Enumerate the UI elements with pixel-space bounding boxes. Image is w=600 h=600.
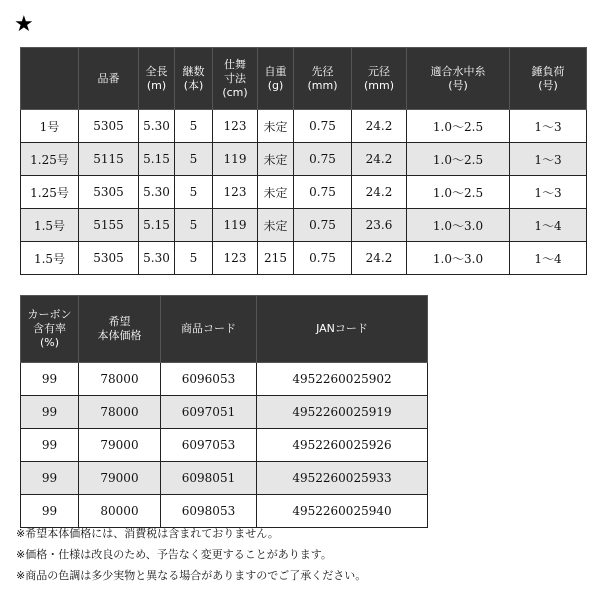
table-cell: 未定: [258, 110, 294, 143]
table-cell: 6096053: [161, 363, 257, 396]
table-cell: 1号: [21, 110, 79, 143]
table-row: [21, 176, 587, 209]
table-cell: 1〜3: [510, 110, 587, 143]
spec-header-tip-diameter: 先径 (mm): [294, 48, 352, 110]
price-header-row: [21, 296, 428, 363]
table-cell: 4952260025926: [257, 429, 428, 462]
table-cell: 6098051: [161, 462, 257, 495]
table-cell: 0.75: [294, 176, 352, 209]
table-cell: 79000: [79, 429, 161, 462]
table-cell: 1.25号: [21, 143, 79, 176]
footnote-tax: ※希望本体価格には、消費税は含まれておりません。: [16, 527, 279, 540]
table-cell: 99: [21, 495, 79, 528]
table-cell: 4952260025919: [257, 396, 428, 429]
spec-header-row: [21, 48, 587, 110]
table-cell: 5: [175, 242, 213, 275]
spec-header-size: [21, 48, 79, 110]
table-cell: 1.0〜3.0: [407, 209, 510, 242]
table-cell: 123: [213, 110, 258, 143]
table-cell: 0.75: [294, 143, 352, 176]
table-cell: 6098053: [161, 495, 257, 528]
table-cell: 99: [21, 429, 79, 462]
table-cell: 5305: [79, 110, 139, 143]
table-cell: 1.0〜2.5: [407, 110, 510, 143]
table-cell: 123: [213, 176, 258, 209]
table-cell: 99: [21, 363, 79, 396]
price-table: [20, 295, 428, 528]
table-cell: 1〜3: [510, 143, 587, 176]
table-cell: 1.25号: [21, 176, 79, 209]
table-cell: 5: [175, 209, 213, 242]
table-cell: 24.2: [352, 110, 407, 143]
spec-header-sections: 継数 (本): [175, 48, 213, 110]
table-cell: 1.0〜2.5: [407, 176, 510, 209]
table-row: [21, 209, 587, 242]
footnotes: [16, 523, 366, 586]
price-header-product-code: 商品コード: [161, 296, 257, 363]
table-cell: 24.2: [352, 143, 407, 176]
table-cell: 5.30: [139, 242, 175, 275]
table-row: [21, 429, 428, 462]
table-cell: 215: [258, 242, 294, 275]
table-cell: 5.15: [139, 209, 175, 242]
price-header-carbon: カーボン 含有率 (%): [21, 296, 79, 363]
table-cell: 5.15: [139, 143, 175, 176]
table-cell: 5155: [79, 209, 139, 242]
spec-header-model: 品番: [79, 48, 139, 110]
table-cell: 24.2: [352, 242, 407, 275]
table-cell: 6097051: [161, 396, 257, 429]
table-row: [21, 462, 428, 495]
spec-header-weight: 自重 (g): [258, 48, 294, 110]
spec-header-butt-diameter: 元径 (mm): [352, 48, 407, 110]
table-cell: 0.75: [294, 209, 352, 242]
price-header-price: 希望 本体価格: [79, 296, 161, 363]
spec-table: [20, 47, 587, 275]
table-row: [21, 363, 428, 396]
spec-header-closed-length: 仕舞 寸法 (cm): [213, 48, 258, 110]
table-cell: 119: [213, 143, 258, 176]
table-cell: 5.30: [139, 176, 175, 209]
table-cell: 5: [175, 143, 213, 176]
price-header-jan-code: JANコード: [257, 296, 428, 363]
table-row: [21, 143, 587, 176]
footnote-change: ※価格・仕様は改良のため、予告なく変更することがあります。: [16, 548, 332, 561]
table-cell: 1〜4: [510, 209, 587, 242]
table-cell: 1.0〜2.5: [407, 143, 510, 176]
table-cell: 5305: [79, 242, 139, 275]
table-cell: 1.5号: [21, 242, 79, 275]
table-cell: 78000: [79, 363, 161, 396]
table-cell: 1.5号: [21, 209, 79, 242]
spec-header-sinker: 錘負荷 (号): [510, 48, 587, 110]
table-row: [21, 110, 587, 143]
table-cell: 24.2: [352, 176, 407, 209]
table-cell: 未定: [258, 209, 294, 242]
table-cell: 99: [21, 396, 79, 429]
table-cell: 6097053: [161, 429, 257, 462]
table-cell: 78000: [79, 396, 161, 429]
table-cell: 123: [213, 242, 258, 275]
table-row: [21, 396, 428, 429]
table-cell: 未定: [258, 176, 294, 209]
spec-header-line: 適合水中糸 (号): [407, 48, 510, 110]
footnote-color: ※商品の色調は多少実物と異なる場合がありますのでご了承ください。: [16, 569, 367, 582]
table-cell: 0.75: [294, 110, 352, 143]
table-cell: 5305: [79, 176, 139, 209]
table-cell: 23.6: [352, 209, 407, 242]
table-cell: 99: [21, 462, 79, 495]
star-icon: ★: [14, 12, 34, 37]
table-cell: 5: [175, 110, 213, 143]
table-cell: 未定: [258, 143, 294, 176]
table-cell: 5115: [79, 143, 139, 176]
table-cell: 1〜3: [510, 176, 587, 209]
table-row: [21, 242, 587, 275]
table-cell: 1〜4: [510, 242, 587, 275]
table-cell: 4952260025902: [257, 363, 428, 396]
table-cell: 5.30: [139, 110, 175, 143]
table-cell: 5: [175, 176, 213, 209]
table-cell: 4952260025933: [257, 462, 428, 495]
table-cell: 79000: [79, 462, 161, 495]
table-cell: 119: [213, 209, 258, 242]
table-cell: 4952260025940: [257, 495, 428, 528]
table-cell: 1.0〜3.0: [407, 242, 510, 275]
table-cell: 0.75: [294, 242, 352, 275]
table-cell: 80000: [79, 495, 161, 528]
spec-header-length: 全長 (m): [139, 48, 175, 110]
